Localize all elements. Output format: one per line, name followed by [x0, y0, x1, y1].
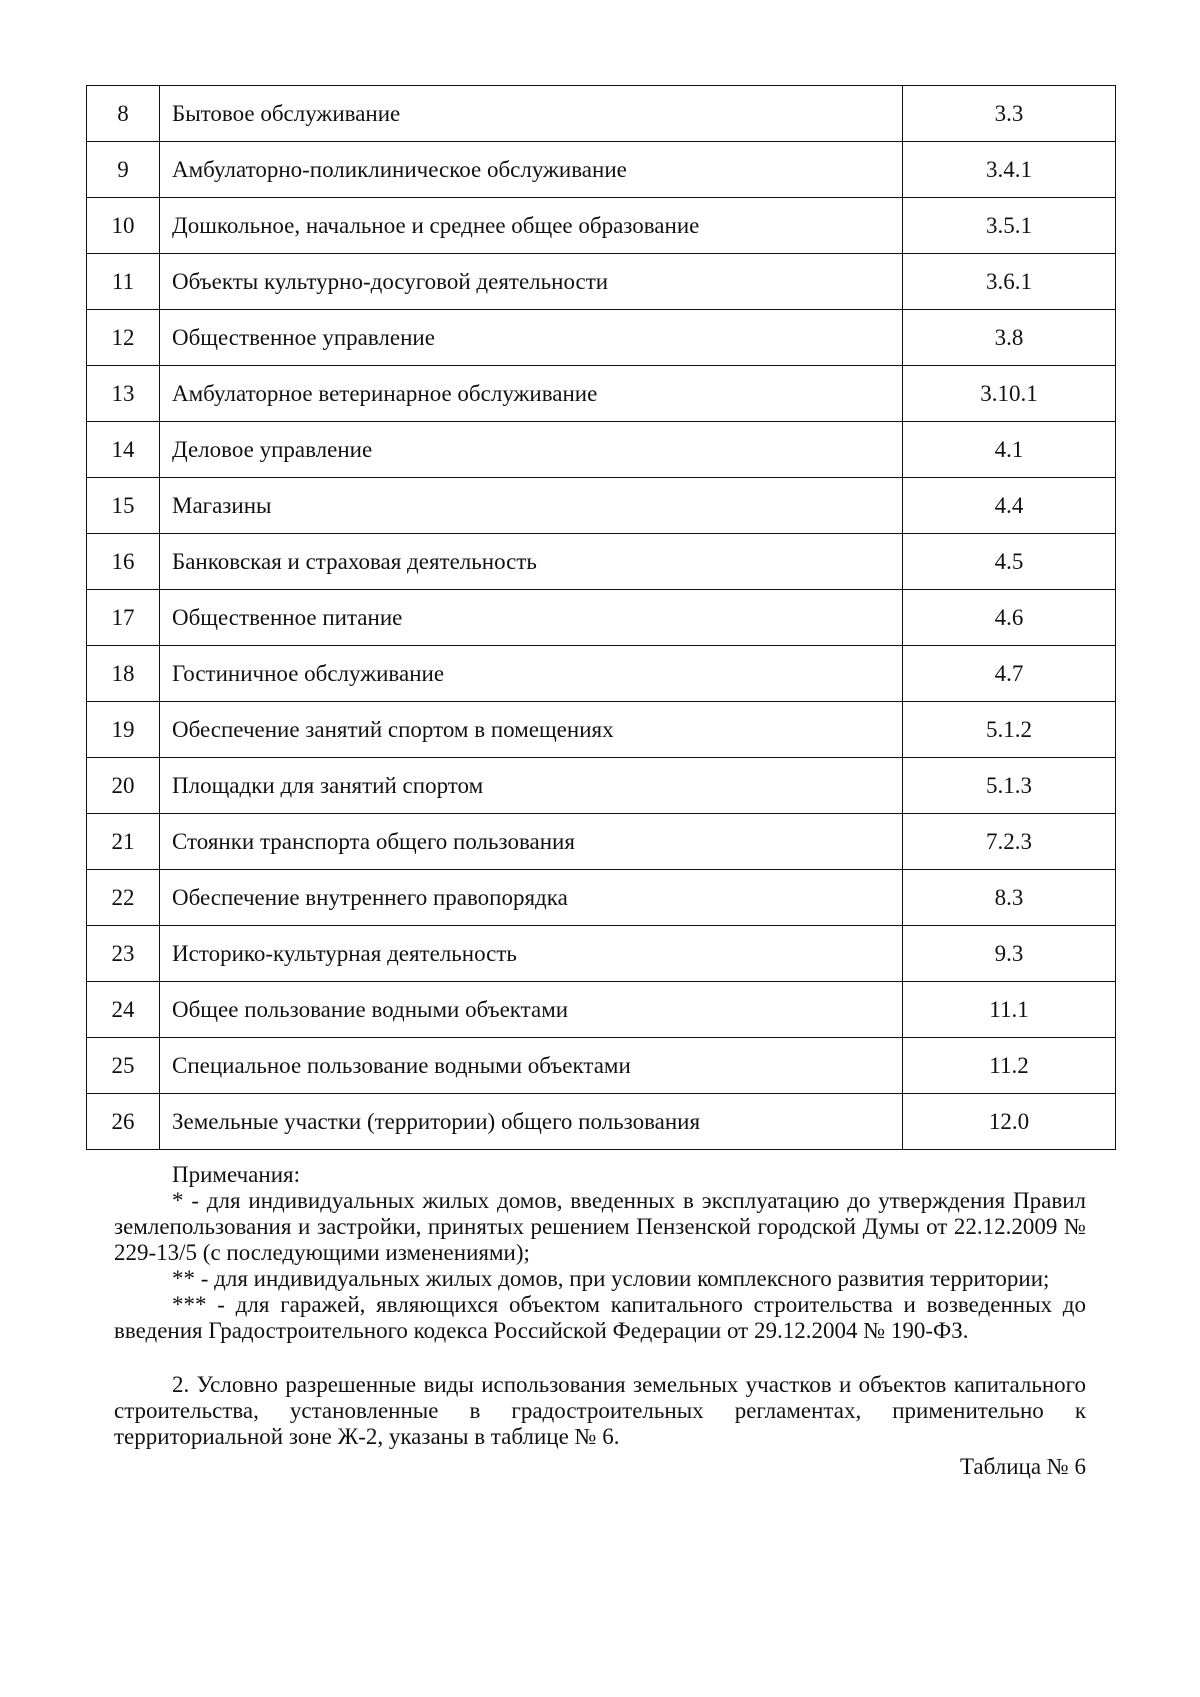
row-number: 22 [87, 870, 160, 926]
row-number: 20 [87, 758, 160, 814]
land-use-name: Историко-культурная деятельность [160, 926, 903, 982]
land-use-code: 3.3 [903, 86, 1116, 142]
table-row [87, 142, 1116, 198]
land-use-name: Обеспечение занятий спортом в помещениях [160, 702, 903, 758]
land-use-name: Амбулаторное ветеринарное обслуживание [160, 366, 903, 422]
row-number: 23 [87, 926, 160, 982]
land-use-code: 8.3 [903, 870, 1116, 926]
table-row [87, 814, 1116, 870]
table-row [87, 646, 1116, 702]
land-use-name: Общественное управление [160, 310, 903, 366]
land-use-name: Специальное пользование водными объектами [160, 1038, 903, 1094]
land-use-name: Общественное питание [160, 590, 903, 646]
land-use-table [86, 85, 1116, 1150]
table-row [87, 870, 1116, 926]
land-use-code: 5.1.2 [903, 702, 1116, 758]
table-row [87, 310, 1116, 366]
table-row [87, 590, 1116, 646]
row-number: 24 [87, 982, 160, 1038]
land-use-code: 3.5.1 [903, 198, 1116, 254]
table-row [87, 926, 1116, 982]
row-number: 21 [87, 814, 160, 870]
land-use-code: 11.1 [903, 982, 1116, 1038]
land-use-code: 4.6 [903, 590, 1116, 646]
row-number: 9 [87, 142, 160, 198]
row-number: 17 [87, 590, 160, 646]
table-6-caption: Таблица № 6 [959, 1454, 1086, 1479]
land-use-name: Деловое управление [160, 422, 903, 478]
land-use-code: 4.5 [903, 534, 1116, 590]
note-single-asterisk: * - для индивидуальных жилых домов, введенных в эксплуатацию до утверждения Правил землепользования и застройки, принятых решением Пензенской городской Думы от 22.12.2009 № 229-13/5 (с последующими изменениями); [114, 1188, 1086, 1265]
row-number: 26 [87, 1094, 160, 1150]
land-use-code: 4.7 [903, 646, 1116, 702]
row-number: 8 [87, 86, 160, 142]
land-use-code: 4.1 [903, 422, 1116, 478]
land-use-name: Стоянки транспорта общего пользования [160, 814, 903, 870]
land-use-code: 5.1.3 [903, 758, 1116, 814]
table-row [87, 1094, 1116, 1150]
table-row [87, 366, 1116, 422]
table-row [87, 478, 1116, 534]
row-number: 11 [87, 254, 160, 310]
land-use-name: Земельные участки (территории) общего пользования [160, 1094, 903, 1150]
land-use-name: Общее пользование водными объектами [160, 982, 903, 1038]
land-use-code: 12.0 [903, 1094, 1116, 1150]
paragraph-conditional-uses: 2. Условно разрешенные виды использования земельных участков и объектов капитального строительства, установленные в градостроительных регламентах, применительно к территориальной зоне Ж-2, указаны в таблице № 6. [114, 1372, 1086, 1449]
land-use-name: Дошкольное, начальное и среднее общее образование [160, 198, 903, 254]
table-row [87, 702, 1116, 758]
row-number: 16 [87, 534, 160, 590]
table-row [87, 198, 1116, 254]
land-use-code: 3.6.1 [903, 254, 1116, 310]
land-use-name: Магазины [160, 478, 903, 534]
table-row [87, 86, 1116, 142]
land-use-code: 3.4.1 [903, 142, 1116, 198]
land-use-name: Объекты культурно-досуговой деятельности [160, 254, 903, 310]
row-number: 18 [87, 646, 160, 702]
land-use-name: Гостиничное обслуживание [160, 646, 903, 702]
land-use-name: Площадки для занятий спортом [160, 758, 903, 814]
row-number: 25 [87, 1038, 160, 1094]
row-number: 12 [87, 310, 160, 366]
land-use-code: 3.8 [903, 310, 1116, 366]
row-number: 10 [87, 198, 160, 254]
land-use-name: Бытовое обслуживание [160, 86, 903, 142]
row-number: 19 [87, 702, 160, 758]
notes-title: Примечания: [172, 1162, 300, 1187]
note-triple-asterisk: *** - для гаражей, являющихся объектом капитального строительства и возведенных до введения Градостроительного кодекса Российской Федерации от 29.12.2004 № 190-ФЗ. [114, 1292, 1086, 1343]
table-row [87, 254, 1116, 310]
land-use-name: Банковская и страховая деятельность [160, 534, 903, 590]
table-row [87, 758, 1116, 814]
land-use-name: Амбулаторно-поликлиническое обслуживание [160, 142, 903, 198]
land-use-code: 4.4 [903, 478, 1116, 534]
row-number: 14 [87, 422, 160, 478]
land-use-name: Обеспечение внутреннего правопорядка [160, 870, 903, 926]
table-row [87, 982, 1116, 1038]
note-double-asterisk: ** - для индивидуальных жилых домов, при условии комплексного развития территории; [172, 1266, 1050, 1291]
land-use-table-body [87, 86, 1116, 1150]
row-number: 13 [87, 366, 160, 422]
land-use-code: 3.10.1 [903, 366, 1116, 422]
land-use-code: 9.3 [903, 926, 1116, 982]
notes-section [114, 1162, 1086, 1480]
table-row [87, 422, 1116, 478]
table-row [87, 534, 1116, 590]
table-row [87, 1038, 1116, 1094]
row-number: 15 [87, 478, 160, 534]
land-use-code: 11.2 [903, 1038, 1116, 1094]
land-use-code: 7.2.3 [903, 814, 1116, 870]
